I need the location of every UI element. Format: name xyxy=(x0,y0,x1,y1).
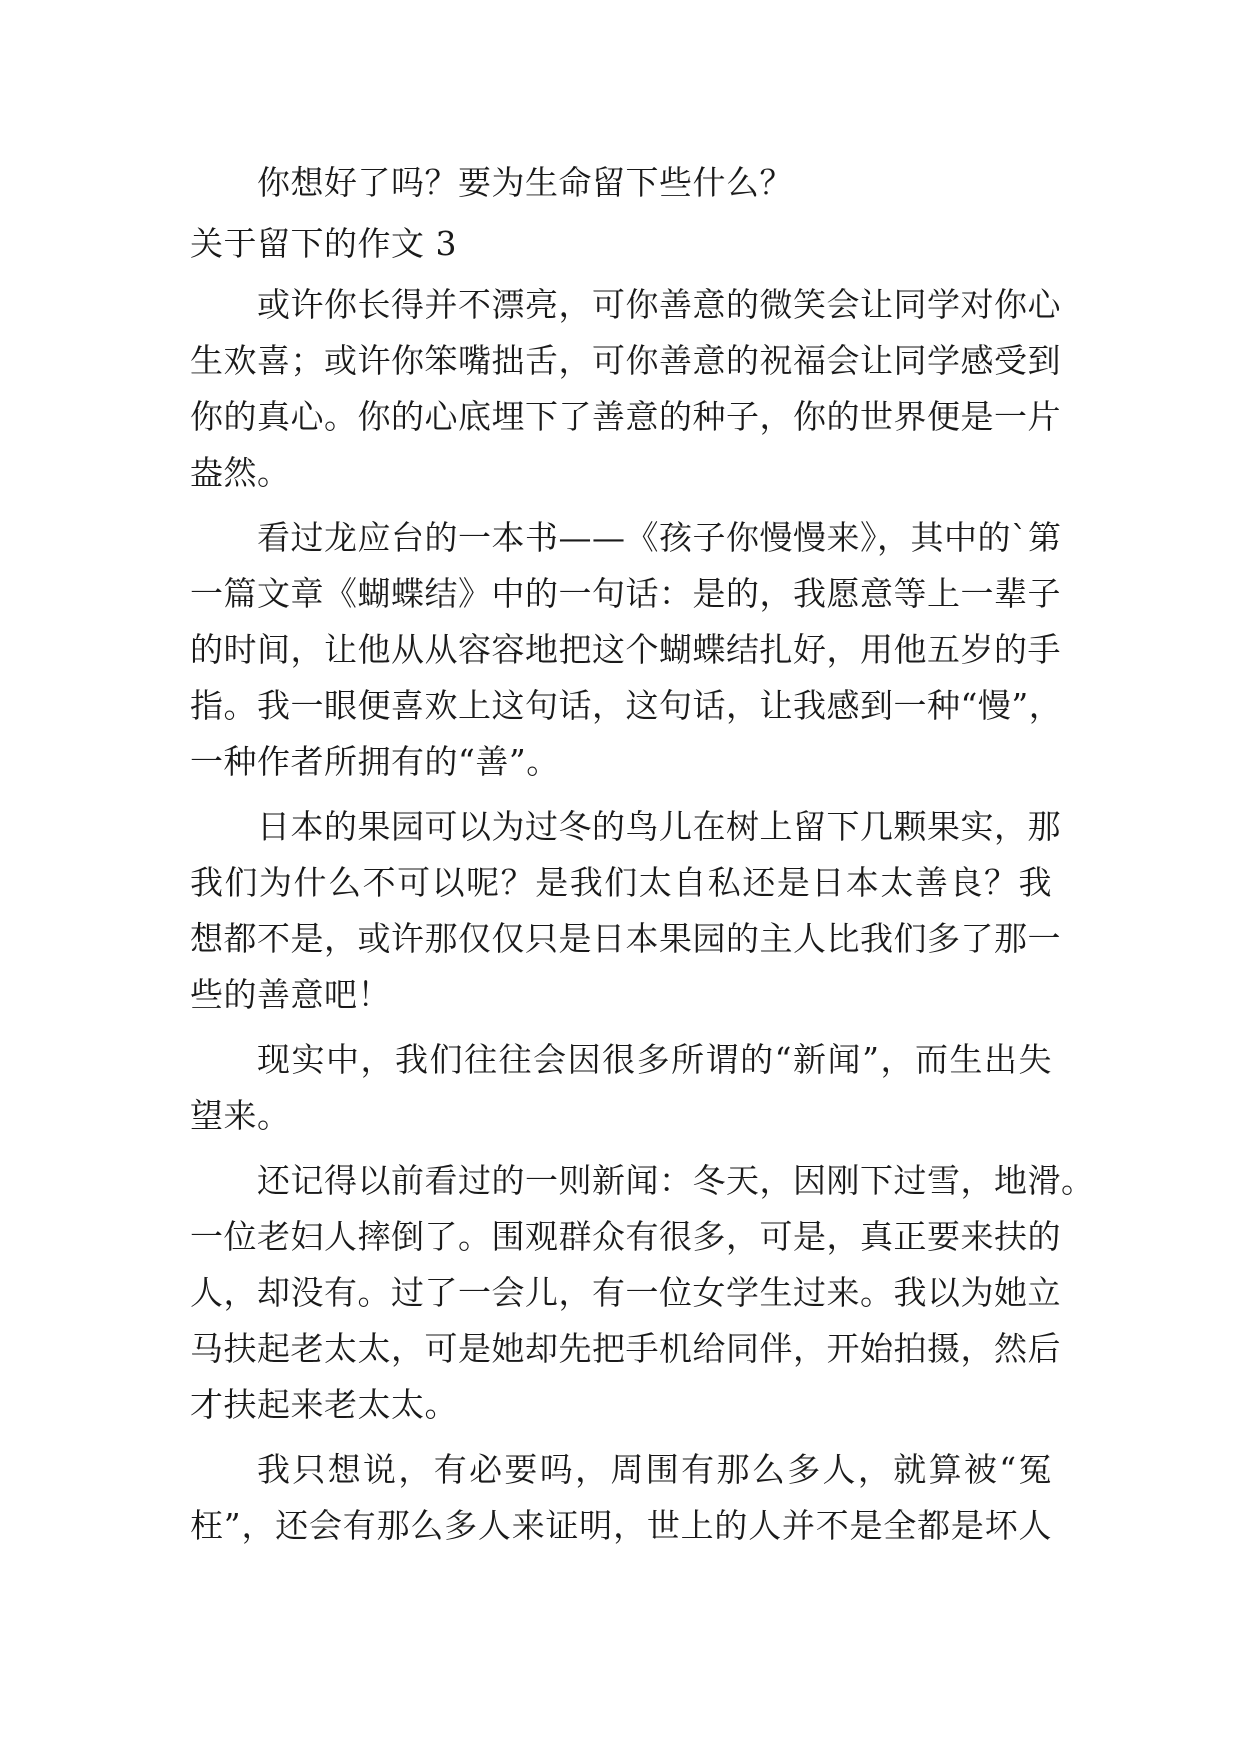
text-line: 人，却没有。过了一会儿，有一位女学生过来。我以为她立 xyxy=(190,1273,1061,1312)
text-line: 或许你长得并不漂亮，可你善意的微笑会让同学对你心 xyxy=(257,285,1061,324)
text-line: 想都不是，或许那仅仅只是日本果园的主人比我们多了那一 xyxy=(190,919,1061,958)
section-heading: 关于留下的作文 3 xyxy=(190,224,457,263)
text-line: 生欢喜；或许你笨嘴拙舌，可你善意的祝福会让同学感受到 xyxy=(190,341,1061,380)
text-line: 看过龙应台的一本书——《孩子你慢慢来》，其中的`第 xyxy=(257,518,1062,557)
text-line: 你的真心。你的心底埋下了善意的种子，你的世界便是一片 xyxy=(190,397,1061,436)
text-line: 你想好了吗？要为生命留下些什么？ xyxy=(257,163,793,202)
text-line: 一篇文章《蝴蝶结》中的一句话：是的，我愿意等上一辈子 xyxy=(190,574,1061,613)
text-line: 指。我一眼便喜欢上这句话，这句话，让我感到一种“慢”， xyxy=(190,686,1063,725)
text-line: 马扶起老太太，可是她却先把手机给同伴，开始拍摄，然后 xyxy=(190,1329,1061,1368)
text-line: 些的善意吧！ xyxy=(190,975,391,1014)
text-line: 才扶起来老太太。 xyxy=(190,1385,458,1424)
text-line: 一位老妇人摔倒了。围观群众有很多，可是，真正要来扶的 xyxy=(190,1217,1061,1256)
text-line: 还记得以前看过的一则新闻：冬天，因刚下过雪，地滑。 xyxy=(257,1161,1095,1200)
text-line: 的时间，让他从从容容地把这个蝴蝶结扎好，用他五岁的手 xyxy=(190,630,1061,669)
text-line: 日本的果园可以为过冬的鸟儿在树上留下几颗果实，那 xyxy=(257,807,1061,846)
text-line: 我只想说，有必要吗，周围有那么多人，就算被“冤 xyxy=(257,1450,1052,1489)
text-line: 现实中，我们往往会因很多所谓的“新闻”，而生出失 xyxy=(257,1040,1052,1079)
text-line: 望来。 xyxy=(190,1096,291,1135)
text-line: 枉”，还会有那么多人来证明，世上的人并不是全都是坏人 xyxy=(190,1506,1052,1545)
text-line: 我们为什么不可以呢？是我们太自私还是日本太善良？我 xyxy=(190,863,1052,902)
text-line: 盎然。 xyxy=(190,453,291,492)
text-line: 一种作者所拥有的“善”。 xyxy=(190,742,560,781)
